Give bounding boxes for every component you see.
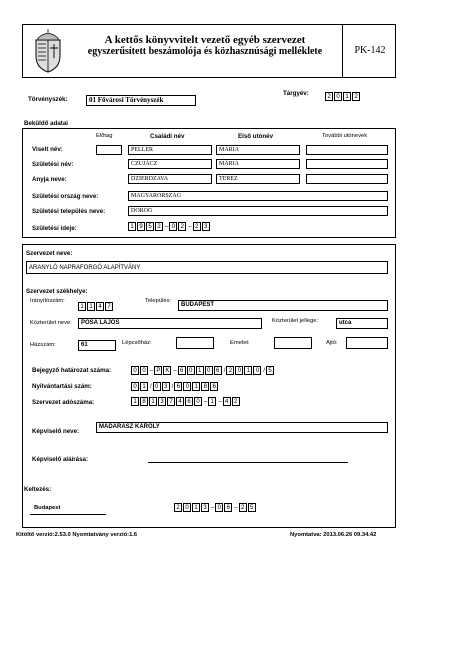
name-label: Viselt név: bbox=[32, 146, 63, 153]
header-divider bbox=[342, 24, 343, 78]
birth-place-field[interactable]: DOROG bbox=[128, 206, 388, 216]
seat-label: Szervezet székhelye: bbox=[26, 288, 88, 295]
col-first: Első utónév bbox=[238, 133, 274, 140]
digit-cell[interactable]: 4 bbox=[96, 302, 104, 311]
digit-cell[interactable]: 1 bbox=[192, 382, 200, 391]
digit-cell[interactable]: 3 bbox=[202, 222, 210, 231]
digit-separator: – bbox=[218, 398, 222, 405]
birth-place-label: Születési település neve: bbox=[32, 208, 106, 215]
digit-separator: / bbox=[263, 367, 266, 374]
digit-cell[interactable]: 4 bbox=[176, 397, 184, 406]
form-title-line1: A kettős könyvvitelt vezető egyéb szervezet bbox=[104, 34, 306, 46]
year-label: Tárgyév: bbox=[283, 90, 309, 97]
form-title-line2: egyszerűsített beszámolója és közhasznúsági melléklete bbox=[87, 46, 323, 57]
birthname-label: Születési név: bbox=[32, 161, 74, 168]
decision-digits[interactable] bbox=[131, 366, 275, 375]
zip-label: Irányítószám: bbox=[30, 298, 65, 304]
name-prefix-field[interactable] bbox=[96, 145, 122, 155]
digit-cell[interactable]: 1 bbox=[131, 397, 139, 406]
digit-cell[interactable]: 8 bbox=[140, 397, 148, 406]
digit-cell[interactable]: 0 bbox=[253, 366, 261, 375]
zip-digits[interactable] bbox=[78, 302, 114, 311]
digit-cell[interactable]: 6 bbox=[214, 366, 222, 375]
mother-first-field[interactable]: TERÉZ bbox=[216, 174, 300, 184]
form-code: PK-142 bbox=[354, 45, 386, 56]
digit-cell[interactable]: 0 bbox=[205, 366, 213, 375]
dated-city: Budapest bbox=[34, 505, 61, 511]
rep-label: Képviselő neve: bbox=[32, 428, 80, 435]
digit-cell[interactable]: 0 bbox=[140, 366, 148, 375]
street-field[interactable]: PÓSA LAJOS bbox=[78, 318, 262, 329]
digit-cell[interactable]: 1 bbox=[244, 366, 252, 375]
digit-cell[interactable]: 2 bbox=[193, 222, 201, 231]
digit-cell[interactable]: 0 bbox=[183, 503, 191, 512]
digit-cell[interactable]: 3 bbox=[201, 503, 209, 512]
reg-label: Nyilvántartási szám: bbox=[32, 383, 92, 390]
sign-label: Képviselő aláírása: bbox=[32, 456, 89, 463]
house-field[interactable]: 61 bbox=[78, 340, 116, 351]
digit-separator: – bbox=[188, 223, 192, 230]
digit-separator: / bbox=[150, 383, 152, 390]
dated-city-line bbox=[30, 514, 106, 515]
footer-version: Kitöltő verzió:2.53.0 Nyomtatvány verzió:1.6 bbox=[16, 532, 138, 538]
city-label: Település: bbox=[145, 298, 172, 304]
digit-cell[interactable]: 1 bbox=[196, 366, 204, 375]
tax-label: Szervezet adószáma: bbox=[32, 399, 95, 406]
floor-label: Emelet: bbox=[230, 340, 250, 346]
name-family-field[interactable]: PELLER bbox=[128, 145, 212, 155]
digit-cell[interactable]: 8 bbox=[201, 382, 209, 391]
digit-separator: / bbox=[171, 383, 174, 390]
sender-section-label: Beküldő adatai bbox=[24, 120, 69, 127]
digit-cell[interactable]: 2 bbox=[174, 503, 182, 512]
footer-printed: Nyomtatva: 2013.06.26 09.34.42 bbox=[290, 532, 377, 538]
mother-more-field[interactable] bbox=[306, 174, 388, 184]
birth-family-field[interactable]: CZUJÁCZ bbox=[128, 159, 212, 169]
digit-cell[interactable]: 5 bbox=[146, 222, 154, 231]
digit-cell[interactable]: 5 bbox=[248, 503, 256, 512]
door-label: Ajtó: bbox=[326, 340, 338, 346]
house-label: Házszám: bbox=[30, 342, 56, 348]
digit-cell[interactable]: 0 bbox=[131, 382, 139, 391]
digit-cell[interactable]: 1 bbox=[87, 302, 95, 311]
digit-cell[interactable]: 6 bbox=[210, 382, 218, 391]
decision-label: Bejegyző határozat száma: bbox=[32, 367, 112, 374]
digit-cell[interactable]: 6 bbox=[224, 503, 232, 512]
org-name-field[interactable]: ARANYLÓ NAPRAFORGÓ ALAPÍTVÁNY bbox=[26, 261, 388, 274]
digit-cell[interactable]: 0 bbox=[169, 222, 177, 231]
digit-cell[interactable]: 0 bbox=[215, 503, 223, 512]
org-name-label: Szervezet neve: bbox=[26, 250, 73, 257]
digit-cell[interactable]: 1 bbox=[208, 397, 216, 406]
digit-cell[interactable]: 1 bbox=[343, 92, 351, 101]
dated-label: Keltezés: bbox=[24, 486, 52, 493]
digit-cell[interactable]: 2 bbox=[155, 222, 163, 231]
name-more-field[interactable] bbox=[306, 145, 388, 155]
col-family: Családi név bbox=[150, 133, 185, 140]
rep-field[interactable]: MADARÁSZ KÁROLY bbox=[96, 422, 388, 433]
digit-cell[interactable]: 4 bbox=[223, 397, 231, 406]
street-label: Közterület neve: bbox=[30, 320, 72, 326]
digit-cell[interactable]: 1 bbox=[149, 397, 157, 406]
digit-separator: – bbox=[173, 367, 177, 374]
digit-cell[interactable]: 7 bbox=[105, 302, 113, 311]
mother-family-field[interactable]: DZIERDZAVA bbox=[128, 174, 212, 184]
digit-cell[interactable]: 1 bbox=[78, 302, 86, 311]
digit-cell[interactable]: 6 bbox=[185, 397, 193, 406]
dated-digits[interactable] bbox=[174, 503, 257, 512]
coat-of-arms-icon bbox=[30, 28, 66, 74]
digit-cell[interactable]: K bbox=[165, 367, 170, 374]
digit-cell[interactable]: 2 bbox=[178, 222, 186, 231]
digit-cell[interactable]: 6 bbox=[174, 382, 182, 391]
birth-country-label: Születési ország neve: bbox=[32, 193, 99, 200]
digit-separator: – bbox=[204, 398, 208, 405]
street-type-field[interactable]: utca bbox=[336, 318, 388, 329]
floor-field[interactable] bbox=[274, 337, 312, 349]
digit-cell[interactable]: 9 bbox=[137, 222, 145, 231]
digit-cell[interactable]: 3 bbox=[158, 397, 166, 406]
digit-cell[interactable]: 0 bbox=[187, 366, 195, 375]
digit-cell[interactable]: 6 bbox=[178, 366, 186, 375]
reg-digits[interactable] bbox=[131, 382, 219, 391]
year-digits[interactable] bbox=[325, 92, 361, 101]
door-field[interactable] bbox=[346, 337, 388, 349]
digit-cell[interactable]: 3 bbox=[162, 382, 170, 391]
digit-cell[interactable]: 2 bbox=[232, 397, 240, 406]
birth-date-label: Születési ideje: bbox=[32, 225, 77, 232]
digit-cell[interactable]: 1 bbox=[140, 382, 148, 391]
street-type-label: Közterület jellege: bbox=[272, 318, 319, 324]
digit-cell[interactable]: 0 bbox=[334, 92, 342, 101]
digit-cell[interactable]: 0 bbox=[131, 366, 139, 375]
digit-cell[interactable]: 2 bbox=[325, 92, 333, 101]
digit-cell[interactable]: 1 bbox=[128, 222, 136, 231]
digit-separator: / bbox=[223, 367, 226, 374]
digit-separator: – bbox=[211, 504, 215, 511]
birth-first-field[interactable]: MÁRIA bbox=[216, 159, 300, 169]
digit-cell[interactable]: 0 bbox=[153, 382, 161, 391]
digit-cell[interactable]: 2 bbox=[226, 366, 234, 375]
birth-date-digits[interactable] bbox=[128, 222, 211, 231]
digit-cell[interactable]: 1 bbox=[192, 503, 200, 512]
birth-more-field[interactable] bbox=[306, 159, 388, 169]
digit-separator: – bbox=[150, 367, 154, 374]
col-prefix: Előtag bbox=[96, 133, 113, 139]
digit-cell[interactable]: 2 bbox=[239, 503, 247, 512]
digit-cell[interactable]: 7 bbox=[167, 397, 175, 406]
digit-separator: – bbox=[165, 223, 169, 230]
court-field[interactable]: 01 Fővárosi Törvényszék bbox=[86, 95, 196, 106]
digit-cell[interactable]: 2 bbox=[352, 92, 360, 101]
digit-cell[interactable]: 0 bbox=[235, 366, 243, 375]
court-label: Törvényszék: bbox=[28, 96, 68, 103]
digit-cell[interactable]: P bbox=[156, 367, 161, 374]
stair-label: Lépcsőház: bbox=[122, 340, 152, 346]
digit-cell[interactable]: 0 bbox=[194, 397, 202, 406]
digit-separator: – bbox=[234, 504, 238, 511]
signature-line bbox=[148, 462, 348, 463]
col-more: További utónevek bbox=[322, 133, 368, 139]
birth-country-field[interactable]: MAGYARORSZÁG bbox=[128, 191, 388, 201]
tax-digits[interactable] bbox=[131, 397, 241, 406]
stair-field[interactable] bbox=[176, 337, 214, 349]
name-first-field[interactable]: MÁRIA bbox=[216, 145, 300, 155]
mother-label: Anyja neve: bbox=[32, 176, 67, 183]
digit-cell[interactable]: 5 bbox=[266, 366, 274, 375]
city-field[interactable]: BUDAPEST bbox=[178, 300, 388, 311]
digit-cell[interactable]: 0 bbox=[183, 382, 191, 391]
